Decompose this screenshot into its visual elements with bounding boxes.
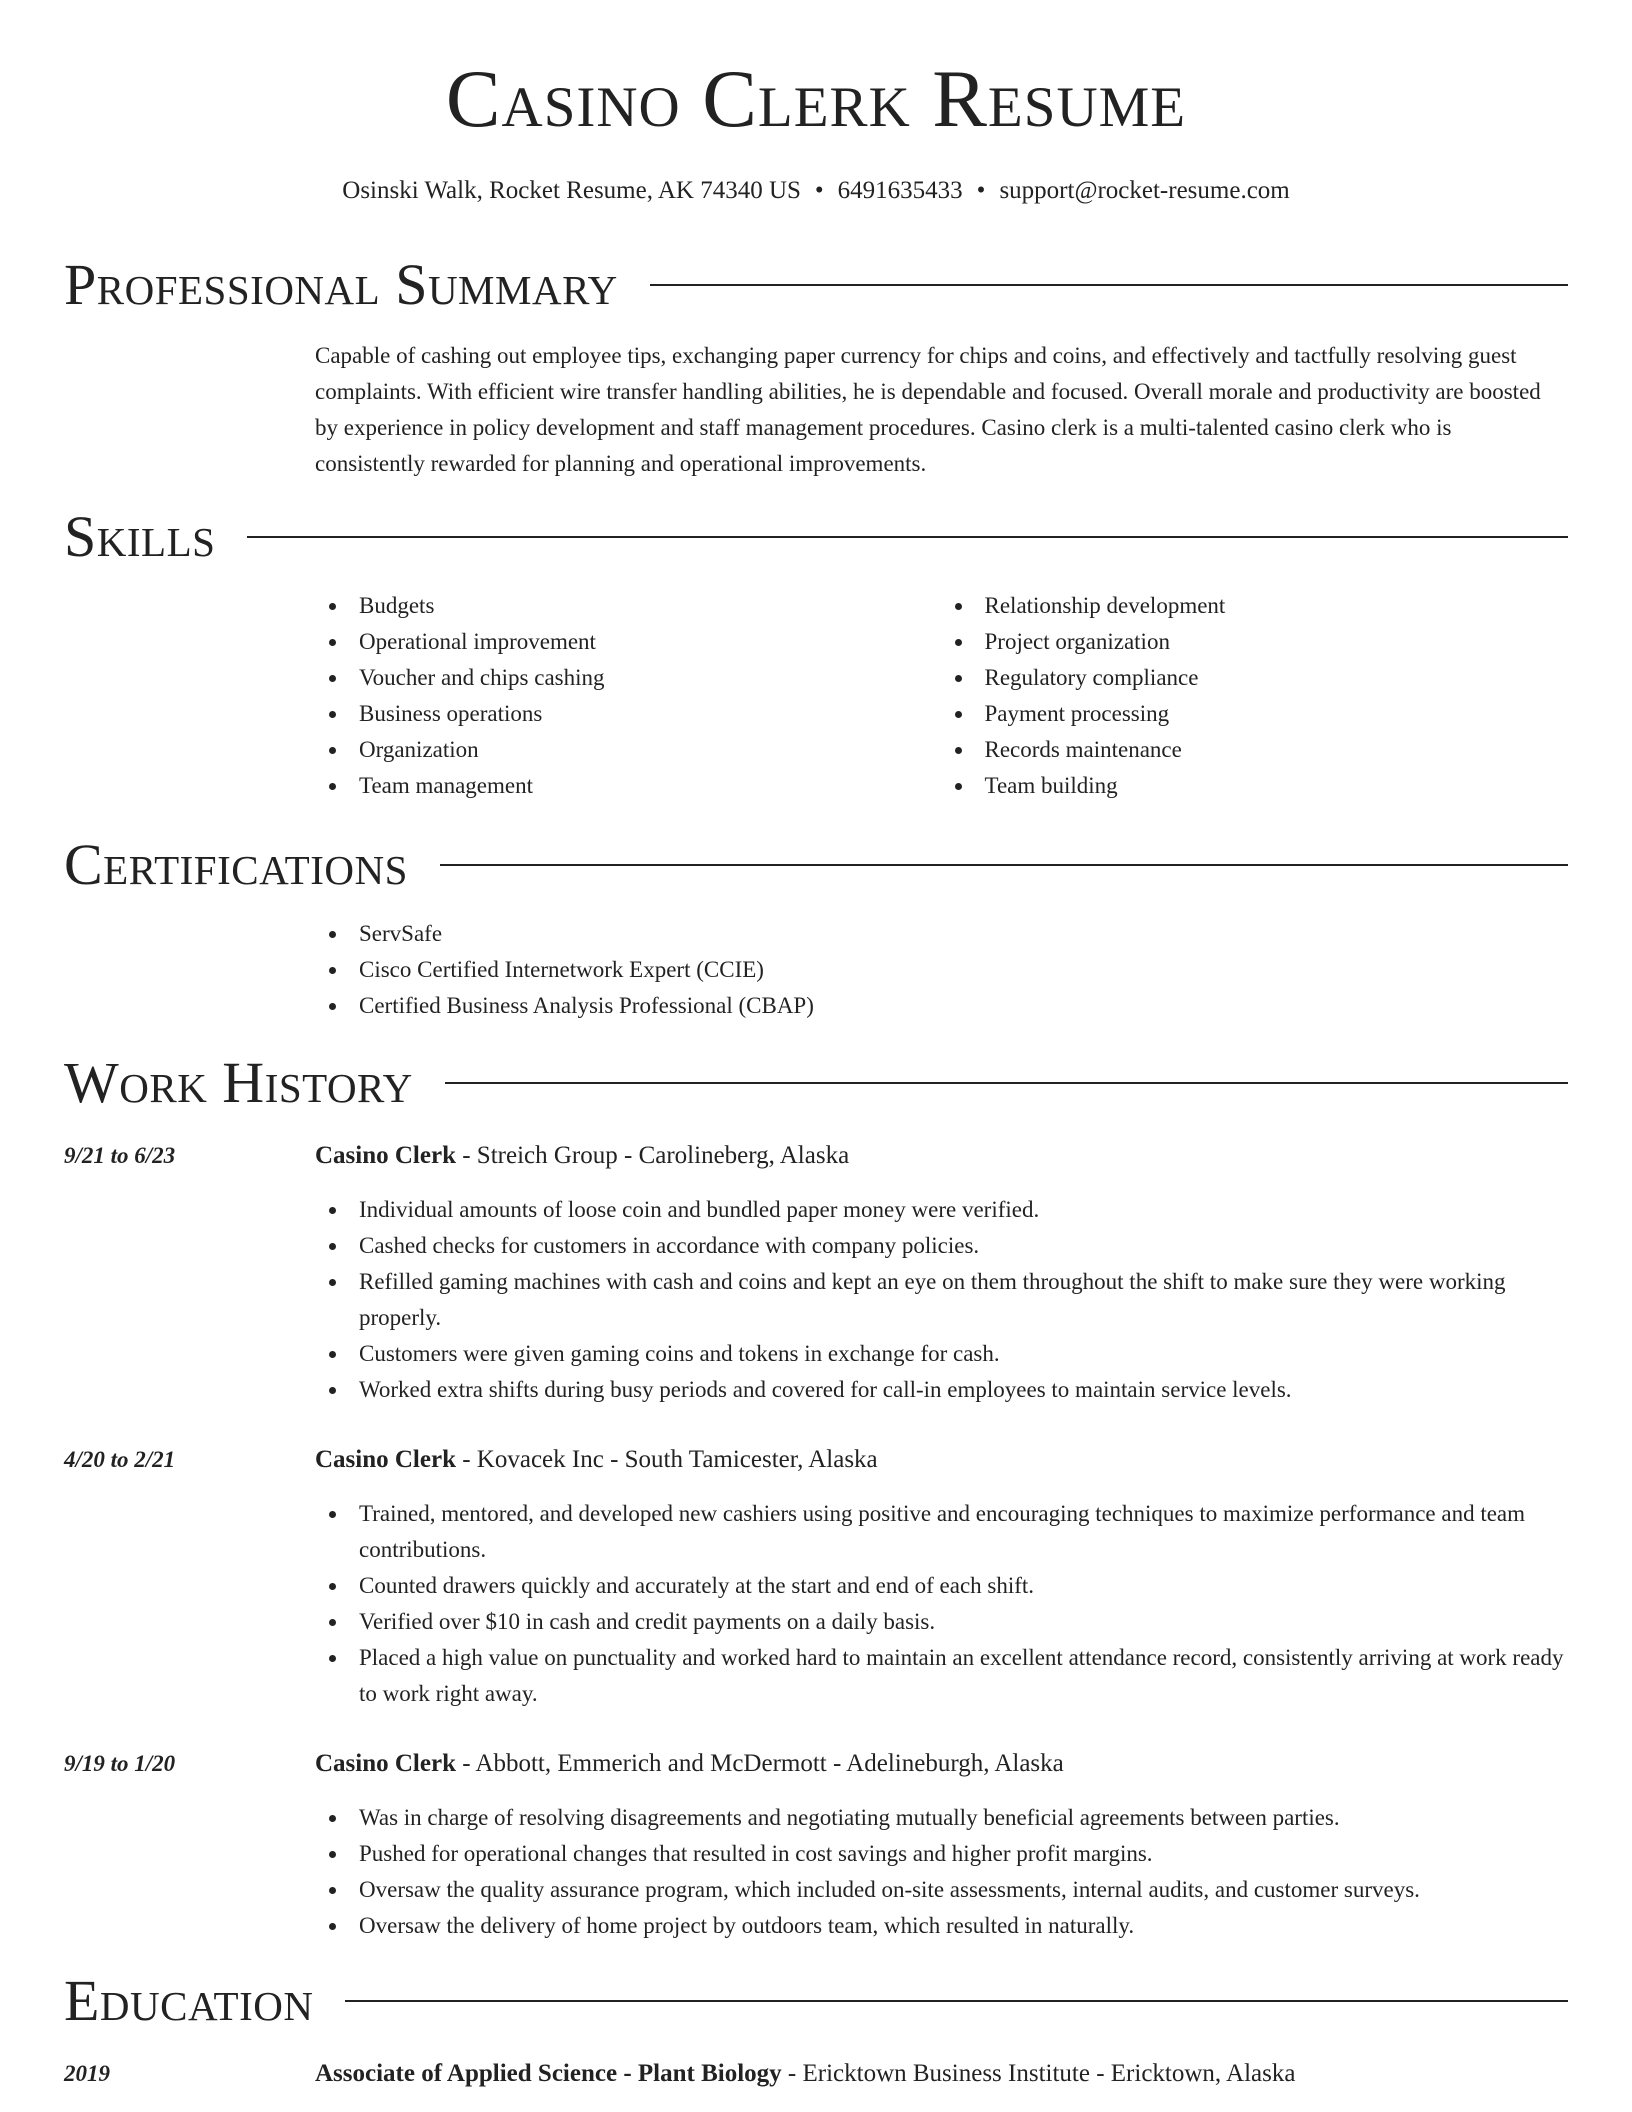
job-dates: 4/20 to 2/21 [64,1447,176,1472]
skills-list [315,588,1566,804]
skill-item: Project organization [941,624,1567,660]
contact-separator: • [814,177,824,204]
job-duty-item: Customers were given gaming coins and tokens in exchange for cash. [315,1336,1566,1372]
job-duty-item: Refilled gaming machines with cash and coins and kept an eye on them throughout the shift to make sure they were working properly. [315,1264,1566,1336]
job-title: Casino Clerk [315,1750,456,1777]
section-divider [445,1082,1568,1084]
job-duty-item: Cashed checks for customers in accordance with company policies. [315,1228,1566,1264]
job-dates: 9/19 to 1/20 [64,1751,176,1776]
job-duties [315,1800,1566,1944]
job-duty-item: Oversaw the delivery of home project by outdoors team, which resulted in naturally. [315,1908,1566,1944]
skills-column-left [315,588,941,804]
education-institution: - Ericktown Business Institute - Ericktown, Alaska [781,2060,1296,2087]
job-duties [315,1496,1566,1712]
section-header-education [64,1968,1568,2033]
section-divider [650,284,1568,286]
contact-phone: 6491635433 [837,177,963,204]
job-employer: - Kovacek Inc - South Tamicester, Alaska [455,1446,878,1473]
skill-item: Operational improvement [315,624,941,660]
certification-item: Cisco Certified Internetwork Expert (CCIE) [315,952,1566,988]
section-divider [440,864,1568,866]
skill-item: Voucher and chips cashing [315,660,941,696]
skill-item: Organization [315,732,941,768]
certifications-list [315,916,1566,1024]
skill-item: Records maintenance [941,732,1567,768]
section-title-work-history: Work History [64,1050,413,1115]
contact-email: support@rocket-resume.com [999,177,1290,204]
section-header-summary [64,252,1568,317]
section-header-certifications [64,832,1568,897]
section-title-skills: Skills [64,504,216,569]
education-degree: Associate of Applied Science - Plant Biology [315,2060,782,2087]
job-heading [315,1746,1566,1782]
contact-line [0,176,1632,206]
section-divider [345,2000,1568,2002]
skills-column-right [941,588,1567,804]
education-year: 2019 [64,2061,110,2086]
section-title-education: Education [64,1968,314,2033]
job-title: Casino Clerk [315,1446,456,1473]
skill-item: Team building [941,768,1567,804]
skill-item: Budgets [315,588,941,624]
skill-item: Relationship development [941,588,1567,624]
certification-item: ServSafe [315,916,1566,952]
job-duty-item: Placed a high value on punctuality and worked hard to maintain an excellent attendance record, consistently arriving at work ready to work right away. [315,1640,1566,1712]
job-duty-item: Worked extra shifts during busy periods and covered for call-in employees to maintain service levels. [315,1372,1566,1408]
job-duty-item: Was in charge of resolving disagreements and negotiating mutually beneficial agreements between parties. [315,1800,1566,1836]
section-title-certifications: Certifications [64,832,408,897]
section-header-skills [64,504,1568,569]
summary-text: Capable of cashing out employee tips, exchanging paper currency for chips and coins, and effectively and tactfully resolving guest complaints. With efficient wire transfer handling abilities, he is dependable and focused. Overall morale and productivity are boosted by experience in policy development and staff management procedures. Casino clerk is a multi-talented casino clerk who is consistently rewarded for planning and operational improvements. [315,343,1541,476]
job-dates: 9/21 to 6/23 [64,1143,176,1168]
job-duty-item: Counted drawers quickly and accurately at the start and end of each shift. [315,1568,1566,1604]
job-duty-item: Verified over $10 in cash and credit payments on a daily basis. [315,1604,1566,1640]
job-duty-item: Trained, mentored, and developed new cashiers using positive and encouraging techniques to maximize performance and team contributions. [315,1496,1566,1568]
section-title-summary: Professional Summary [64,252,618,317]
job-heading [315,1442,1566,1478]
skill-item: Business operations [315,696,941,732]
contact-address: Osinski Walk, Rocket Resume, AK 74340 US [342,177,801,204]
job-duty-item: Individual amounts of loose coin and bundled paper money were verified. [315,1192,1566,1228]
job-title: Casino Clerk [315,1142,456,1169]
job-duties [315,1192,1566,1408]
job-employer: - Streich Group - Carolineberg, Alaska [455,1142,850,1169]
contact-separator: • [976,177,986,204]
job-duty-item: Pushed for operational changes that resulted in cost savings and higher profit margins. [315,1836,1566,1872]
certification-item: Certified Business Analysis Professional (CBAP) [315,988,1566,1024]
job-duty-item: Oversaw the quality assurance program, which included on-site assessments, internal audits, and customer surveys. [315,1872,1566,1908]
education-heading [315,2056,1566,2092]
skill-item: Team management [315,768,941,804]
skill-item: Payment processing [941,696,1567,732]
resume-title: Casino Clerk Resume [445,53,1187,144]
skill-item: Regulatory compliance [941,660,1567,696]
section-divider [247,536,1568,538]
job-employer: - Abbott, Emmerich and McDermott - Adelineburgh, Alaska [455,1750,1064,1777]
section-header-work-history [64,1050,1568,1115]
job-heading [315,1138,1566,1174]
